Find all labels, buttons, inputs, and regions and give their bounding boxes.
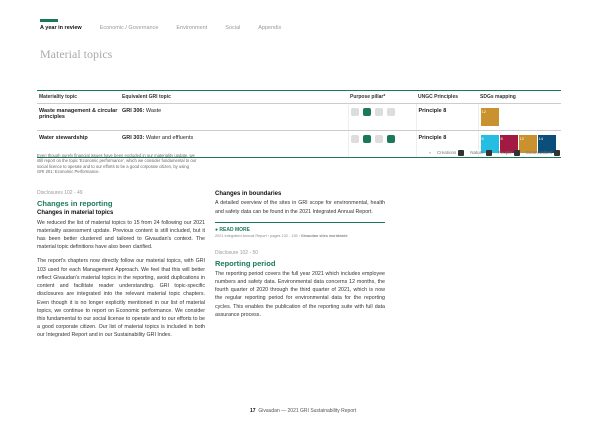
sdg-6-icon: 6	[481, 135, 499, 153]
table-header-row	[37, 91, 561, 104]
sdg-12-icon: 12	[519, 135, 537, 153]
legend-prefix: *	[429, 150, 431, 156]
communities-icon	[554, 150, 560, 156]
section-heading: Changes in reporting	[37, 198, 113, 208]
gri-code: GRI 306:	[122, 108, 145, 114]
col-header-topic: Materiality topic	[37, 91, 120, 104]
legend-nature: Nature	[470, 150, 492, 156]
footer-text: Givaudan — 2021 GRI Sustainability Report	[258, 408, 357, 414]
read-more-reference[interactable]: 2021 Integrated Annual Report › pages 132 - 139 › Givaudan sites worldwide	[215, 234, 348, 239]
sdg-12-icon: 12	[481, 108, 499, 126]
paragraph: We reduced the list of material topics to 15 from 24 following our 2021 materiality assessment update. Previous content is still included, but it has been better clustered and tailored to Givaudan's context. The material topic definitions have also been clarified.	[37, 219, 205, 251]
people-icon	[514, 150, 520, 156]
pillar-cell	[348, 104, 416, 131]
people-icon	[375, 108, 383, 116]
section-heading: Reporting period	[215, 259, 276, 269]
col-header-ungc: UNGC Principles	[416, 91, 478, 104]
gri-cell	[120, 104, 348, 131]
gri-code: GRI 303:	[122, 135, 145, 141]
page-footer	[250, 408, 356, 414]
disclosure-label: Disclosures 102 - 49	[37, 190, 83, 196]
page-title: Material topics	[40, 47, 113, 61]
nav-tab-year-in-review[interactable]: A year in review	[40, 25, 82, 31]
legend-communities: Communities	[526, 150, 560, 156]
right-column	[215, 190, 385, 319]
topic-cell: Waste management & circular principles	[37, 104, 120, 131]
paragraph: The reporting period covers the full year 2021 which includes employee numbers and safety data. Environmental data concerns 12 months, the fourth quarter of 2020 through the third quarter of 2021, which is now the regular reporting period for environmental data for the reporting cycles. This enables the publication of the reporting suite with full data assurance process.	[215, 270, 385, 318]
section-heading: Changes in boundaries	[215, 191, 282, 197]
people-icon	[375, 135, 383, 143]
ungc-cell: Principle 8	[416, 104, 478, 131]
read-more-link[interactable]: ● READ MORE	[215, 222, 385, 235]
left-column	[37, 190, 205, 340]
nature-icon	[486, 150, 492, 156]
table-row	[37, 104, 561, 131]
sdg-14-icon: 14	[538, 135, 556, 153]
nav-tab-economic-governance[interactable]: Economic / Governance	[99, 25, 159, 31]
sdg-8-icon: 8	[500, 135, 518, 153]
communities-icon	[387, 135, 395, 143]
nature-icon	[363, 108, 371, 116]
nav-tab-environment[interactable]: Environment	[176, 25, 208, 31]
col-header-pillar: Purpose pillar*	[348, 91, 416, 104]
nav-tab-appendix[interactable]: Appendix	[258, 25, 282, 31]
top-nav	[40, 25, 281, 31]
paragraph: A detailed overview of the sites in GRI scope for environmental, health and safety data can be found in the 2021 Integrated Annual Report.	[215, 200, 385, 215]
sdg-cell	[478, 104, 561, 131]
legend-people: People	[498, 150, 520, 156]
col-header-gri: Equivalent GRI topic	[120, 91, 348, 104]
topic-cell: Water stewardship	[37, 131, 120, 158]
page-number: 17	[250, 408, 256, 414]
nature-icon	[363, 135, 371, 143]
material-topics-table	[37, 90, 561, 158]
communities-icon	[387, 108, 395, 116]
gri-name: Water and effluents	[145, 135, 194, 141]
gri-name: Waste	[145, 108, 162, 114]
subheading: Changes in material topics	[37, 210, 114, 217]
col-header-sdgs: SDGs mapping	[478, 91, 561, 104]
nav-tab-social[interactable]: Social	[225, 25, 241, 31]
creations-icon	[351, 108, 359, 116]
pillar-legend	[429, 150, 560, 156]
pillar-cell	[348, 131, 416, 158]
footnote: Even though purely financial issues have been excluded in our materiality update, we still report on the topic 'Economic performance', which we consider fundamental to our social licence to operate and to our efforts to be a good corporate citizen, by using GRI 201: Economic Performance.	[37, 153, 197, 175]
creations-icon	[458, 150, 464, 156]
creations-icon	[351, 135, 359, 143]
ungc-cell: Principle 8	[416, 131, 478, 158]
disclosure-label: Disclosure 102 - 50	[215, 250, 259, 257]
legend-creations: Creations	[437, 150, 464, 156]
paragraph: The report's chapters now directly follow our material topics, with GRI 103 used for each Management Approach. We feel that this will better reflect Givaudan's material topics in the reporting, avoid duplications in content and facilitate reader understanding. GRI topic-specific disclosures are integrated into the relevant material topic chapters. Even though it is no longer explicitly mentioned in our list of material topics, we continue to report on Economic performance. We consider this fundamental to our social license to operate and to our efforts to be a good corporate citizen. Our list of material topics is included in both our Integrated Report and in our Sustainability GRI Index.	[37, 258, 205, 339]
